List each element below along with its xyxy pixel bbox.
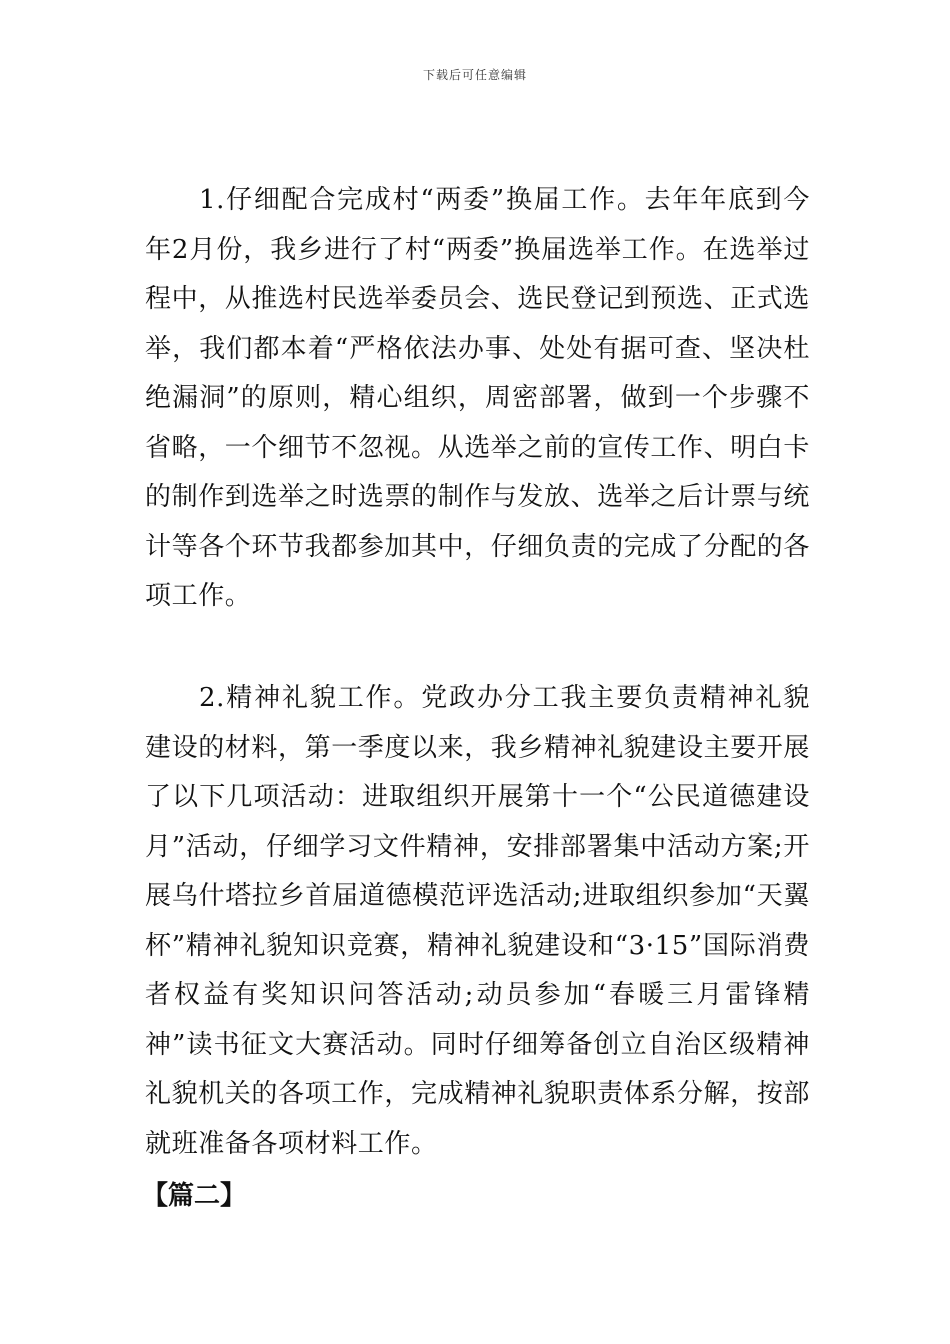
paragraph-1: 1.仔细配合完成村“两委”换届工作。去年年底到今年2月份，我乡进行了村“两委”换届选举工作。在选举过程中，从推选村民选举委员会、选民登记到预选、正式选举，我们都本着“严格依法办事、处处有据可查、坚决杜绝漏洞”的原则，精心组织，周密部署，做到一个步骤不省略，一个细节不忽视。从选举之前的宣传工作、明白卡的制作到选举之时选票的制作与发放、选举之后计票与统计等各个环节我都参加其中，仔细负责的完成了分配的各项工作。: [145, 185, 811, 611]
section-heading: 【篇二】: [142, 1181, 247, 1211]
header-note: 下载后可任意编辑: [422, 68, 527, 82]
paragraph-2: 2.精神礼貌工作。党政办分工我主要负责精神礼貌建设的材料，第一季度以来，我乡精神礼貌建设主要开展了以下几项活动：进取组织开展第十一个“公民道德建设月”活动，仔细学习文件精神，安排部署集中活动方案;开展乌什塔拉乡首届道德模范评选活动;进取组织参加“天翼杯”精神礼貌知识竞赛，精神礼貌建设和“3·15”国际消费者权益有奖知识问答活动;动员参加“春暖三月雷锋精神”读书征文大赛活动。同时仔细筹备创立自治区级精神礼貌机关的各项工作，完成精神礼貌职责体系分解，按部就班准备各项材料工作。: [145, 683, 811, 1159]
